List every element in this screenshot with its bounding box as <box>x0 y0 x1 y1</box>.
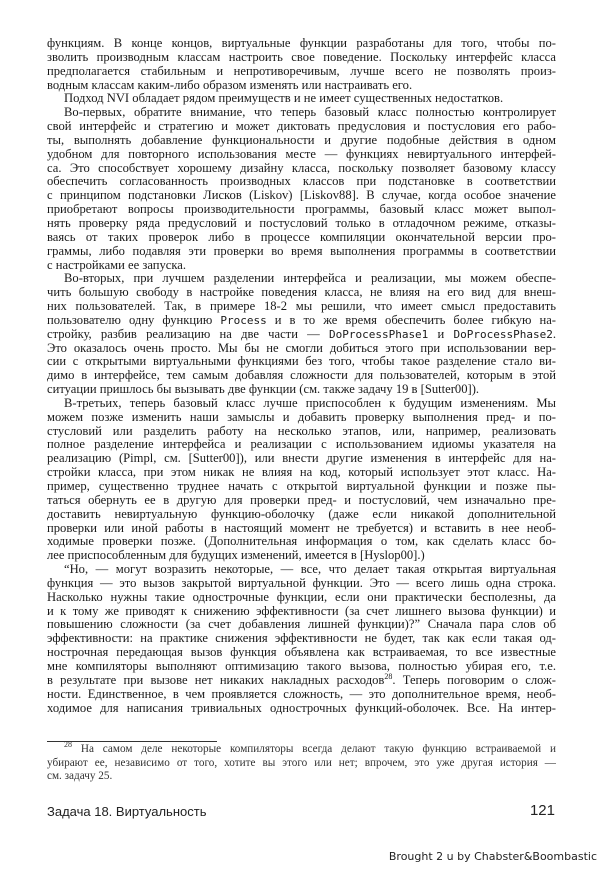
text-line: функциям. В конце концов, виртуальные функции разработаны для того, чтобы по- <box>47 36 556 50</box>
text-line: стройки класса, при этом никак не влияя на код, который использует этот класс. На- <box>47 465 556 480</box>
text-line: В-третьих, теперь базовый класс лучше приспособлен к будущим изменениям. Мы <box>64 395 556 410</box>
code-identifier: DoProcessPhase1 <box>328 327 429 341</box>
text-line: мне компиляторы выполняют оптимизацию такого вызова, полностью убирая его, т.е. <box>47 658 556 673</box>
text-span: На самом деле некоторые компиляторы всегда делают такую функцию встраиваемой и <box>72 743 556 755</box>
text-line: с настройками ее запуска. <box>47 257 187 272</box>
text-line: свой интерфейс и стратегию и может диктовать предусловия и постусловия его рабо- <box>47 119 556 134</box>
text-line: ваясь от таких проверок либо в процессе компиляции окончательной версии про- <box>47 229 556 244</box>
text-span: . Теперь поговорим о слож- <box>392 672 557 687</box>
text-line: и к тому же приводят к снижению эффективности (за счет лишнего вызова функции) и <box>47 603 556 618</box>
text-line: ты, выполнять добавление функциональности и другие подобные действия в одном <box>47 132 556 147</box>
text-line: полное разделение интерфейса и реализации с использованием идиомы указателя на <box>47 437 556 452</box>
text-line: нострочная передающая вызов функция объявлена как встраиваемая, то все известные <box>47 645 556 660</box>
scan-credit: Brought 2 u by Chabster&Boombastic <box>388 850 597 863</box>
text-line: ности. Единственное, в чем проявляется сложность, — это дополнительное время, необ- <box>47 686 556 701</box>
text-line: водным классам каким-либо образом изменять или настраивать его. <box>47 77 413 92</box>
paragraph <box>47 272 556 397</box>
text-line: убирают ее, независимо от того, хотите вы этого или нет; впрочем, это уже другая история — <box>47 756 556 769</box>
text-span: пользователю одну функцию <box>47 312 221 327</box>
text-line: предполагается стабильным и непротиворечивым, лучше всего не позволять произ- <box>47 63 556 78</box>
text-span: стройку, разбив реализацию на две части — <box>47 326 329 341</box>
text-line: с принципом подстановки Лисков (Liskov) [Liskov88]. В случае, когда особое значение <box>47 188 556 203</box>
text-line: удобном для повторного использования месте — функциях невиртуального интерфей- <box>47 146 556 161</box>
text-line: доставить невиртуальную функцию-оболочку (даже если никакой дополнительной <box>47 506 556 521</box>
text-line <box>47 671 557 688</box>
text-line: Во-вторых, при лучшем разделении интерфейса и реализации, мы можем обеспе- <box>64 271 556 286</box>
text-line: ходимые проверки позже. (Дополнительная информация о том, как сделать класс бо- <box>47 534 556 549</box>
paragraph <box>47 37 556 92</box>
text-line: “Но, — могут возразить некоторые, — все, что делает такая открытая виртуальная <box>64 562 556 577</box>
text-line: са. Это способствует хорошему дизайну класса, поскольку позволяет базовому классу <box>47 160 556 175</box>
paragraph <box>47 563 556 715</box>
text-line: обеспечить согласованность производных классов при подстановке в соответствии <box>47 174 556 189</box>
text-line: Во-первых, обратите внимание, что теперь базовый класс полностью контролирует <box>64 105 556 120</box>
text-line: димо в интерфейсе, тем самым добавляя сложности для пользователей, которым в этой <box>47 368 556 383</box>
text-line <box>47 740 556 757</box>
text-line: проверки или иной работы в настоящий момент не требуется) и вставить в нее необ- <box>47 520 556 535</box>
body-text <box>47 37 556 715</box>
footnote-divider <box>47 741 217 742</box>
text-line: нять проверку ряда предусловий и постусловий только в отладочном режиме, отказы- <box>47 215 556 230</box>
text-line: чить большую свободу в настройке поведения класса, не влияя на его вид для внеш- <box>47 285 556 300</box>
text-line: функция — это вызов закрытой виртуальной функции. Это — всего лишь одна строка. <box>47 575 556 590</box>
text-span: . <box>552 326 556 341</box>
footnote <box>47 740 556 784</box>
text-line: повышению сложности (за счет добавления лишней функции)?” Сначала пара слов об <box>47 617 556 632</box>
paragraph <box>47 106 556 272</box>
text-line: можем позже изменить наши замыслы и добавить проверку выполнения пред- и по- <box>47 409 556 424</box>
text-line: граммы, либо подавляя эти проверки во время выполнения программы в соответствии <box>47 243 556 258</box>
text-line <box>47 328 556 342</box>
text-line: ситуации пришлось бы вызывать две функции (см. также задачу 19 в [Sutter00]). <box>47 382 480 397</box>
text-span: и в то же время обеспечить более гибкую на- <box>266 312 557 327</box>
text-line: стусловий или разделить работу на несколько этапов, или, например, реализовать <box>47 423 556 438</box>
text-line: Это оказалось очень просто. Мы бы не смогли добиться этого при использовании вер- <box>47 340 556 355</box>
text-line <box>47 314 556 328</box>
text-line: ходимое для написания тривиальных однострочных функций-оболочек. Все. На интер- <box>47 700 556 715</box>
text-line: приобретают вопросы производительности программы, базовый класс может выпол- <box>47 202 556 217</box>
text-line: них пользователей. Так, в примере 18-2 мы решили, что имеет смысл предоставить <box>47 299 556 314</box>
footnote-ref: 28 <box>64 740 72 749</box>
text-line: лее приспособленным для будущих изменений, имеется в [Hyslop00].) <box>47 548 425 563</box>
text-line: зволить производным классам настроить свое поведение. Поскольку интерфейс класса <box>47 49 556 64</box>
text-line: таться обернуть ее в другую для проверки пред- и постусловий, чем изначально пре- <box>47 492 556 507</box>
paragraph <box>47 92 556 106</box>
paragraph <box>47 397 556 563</box>
text-line: Насколько нужны такие однострочные функции, если они практически бесполезны, да <box>47 589 556 604</box>
text-line: пример, существенно труднее начать с открытой виртуальной функции и позже пы- <box>47 479 556 493</box>
text-span: и <box>428 326 454 341</box>
code-identifier: DoProcessPhase2 <box>453 327 553 341</box>
text-line: эффективности: на практике снижения эффективности не будет, так как если такая од- <box>47 631 556 646</box>
running-footer-title: Задача 18. Виртуальность <box>47 804 207 819</box>
text-line: реализацию (Pimpl, см. [Sutter00]), или внести другие изменения в интерфейс для на- <box>47 451 556 466</box>
text-line: Подход NVI обладает рядом преимуществ и не имеет существенных недостатков. <box>64 91 504 106</box>
text-line: сии с открытыми виртуальными функциями без того, чтобы такое разделение стало ви- <box>47 354 556 369</box>
code-identifier: Process <box>220 313 267 327</box>
text-span: в результате при вызове нет никаких накладных расходов <box>47 672 385 687</box>
page-number: 121 <box>529 802 555 819</box>
text-line: см. задачу 25. <box>47 770 113 783</box>
footnote-ref: 28 <box>384 671 393 681</box>
